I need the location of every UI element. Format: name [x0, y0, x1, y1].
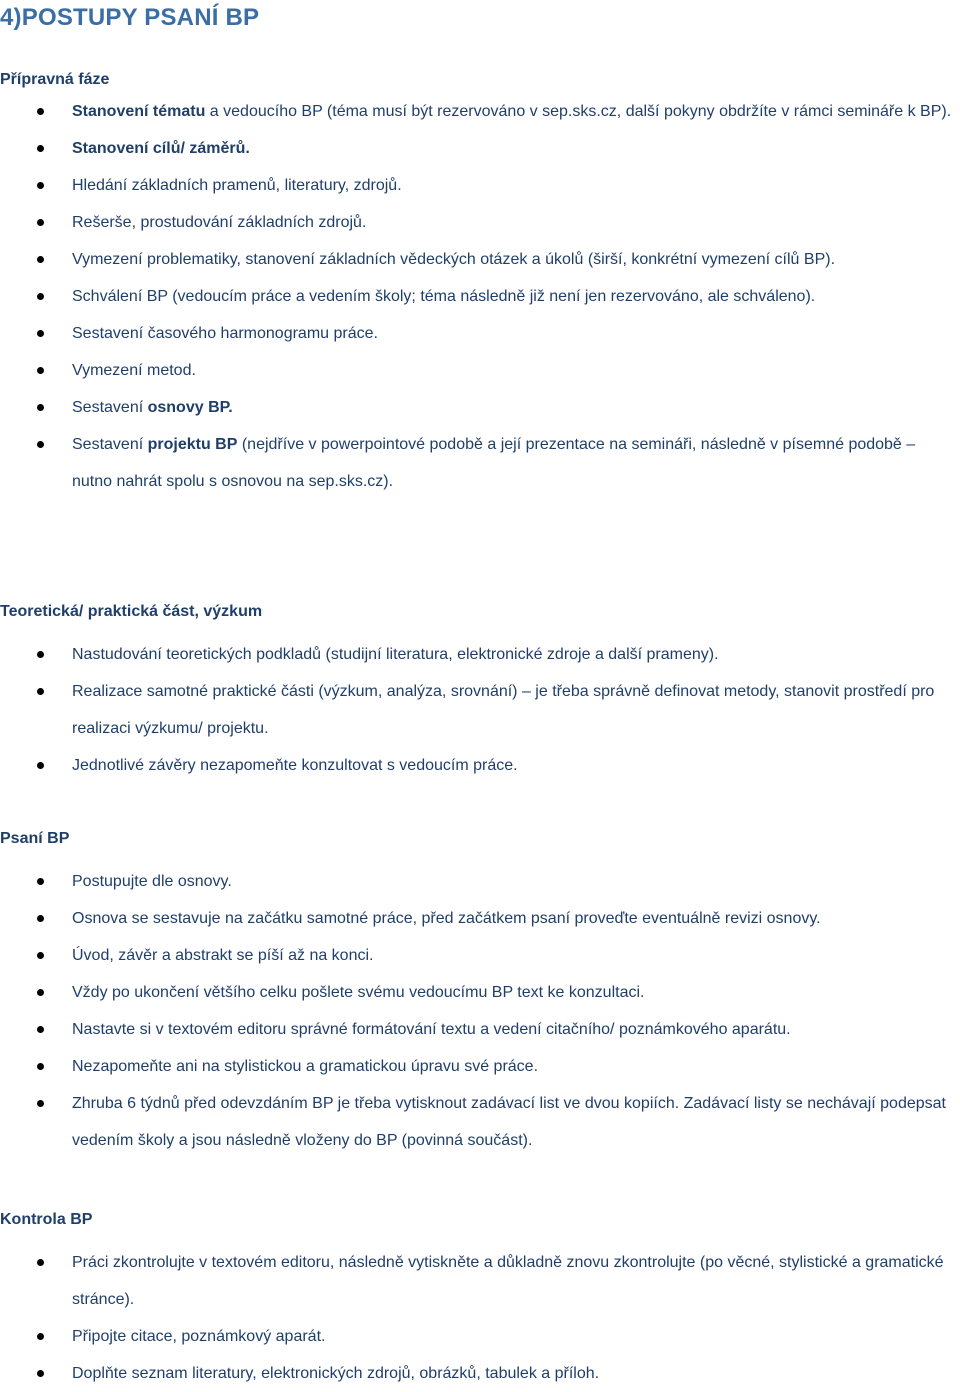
- bullet-icon: [37, 1063, 44, 1070]
- bullet-list: [0, 1244, 960, 1392]
- bullet-icon: [37, 108, 44, 115]
- bullet-icon: [37, 1370, 44, 1377]
- bullet-icon: [37, 989, 44, 996]
- bullet-icon: [37, 256, 44, 263]
- bullet-icon: [37, 293, 44, 300]
- bullet-icon: [37, 441, 44, 448]
- bullet-icon: [37, 145, 44, 152]
- list-item: Vždy po ukončení většího celku pošlete svému vedoucímu BP text ke konzultaci.: [0, 974, 960, 1011]
- bullet-icon: [37, 182, 44, 189]
- bullet-icon: [37, 651, 44, 658]
- list-item: Osnova se sestavuje na začátku samotné práce, před začátkem psaní proveďte eventuálně revizi osnovy.: [0, 900, 960, 937]
- section-priprava: [0, 69, 960, 500]
- bullet-icon: [37, 367, 44, 374]
- bullet-list: [0, 863, 960, 1159]
- section-kontrola: [0, 1209, 960, 1392]
- list-item: Zhruba 6 týdnů před odevzdáním BP je třeba vytisknout zadávací list ve dvou kopiích. Zadávací listy se nechávají podepsat vedením školy a jsou následně vloženy do BP (povinná součást).: [0, 1085, 960, 1159]
- list-item: Sestavení osnovy BP.: [0, 389, 960, 426]
- list-item: Úvod, závěr a abstrakt se píší až na konci.: [0, 937, 960, 974]
- section-psani: [0, 828, 960, 1159]
- bullet-icon: [37, 330, 44, 337]
- list-item: Doplňte seznam literatury, elektronických zdrojů, obrázků, tabulek a příloh.: [0, 1355, 960, 1392]
- bullet-icon: [37, 1026, 44, 1033]
- section-heading: Kontrola BP: [0, 1211, 93, 1228]
- list-item: Rešerše, prostudování základních zdrojů.: [0, 204, 960, 241]
- list-item: Práci zkontrolujte v textovém editoru, následně vytiskněte a důkladně znovu zkontrolujte (po věcné, stylistické a gramatické stránce).: [0, 1244, 960, 1318]
- section-heading: Přípravná fáze: [0, 71, 110, 88]
- bullet-icon: [37, 219, 44, 226]
- bullet-icon: [37, 1100, 44, 1107]
- list-item: Stanovení tématu a vedoucího BP (téma musí být rezervováno v sep.sks.cz, další pokyny obdržíte v rámci semináře k BP).: [0, 93, 960, 130]
- bullet-icon: [37, 404, 44, 411]
- list-item: Nastudování teoretických podkladů (studijní literatura, elektronické zdroje a další prameny).: [0, 636, 960, 673]
- list-item: Připojte citace, poznámkový aparát.: [0, 1318, 960, 1355]
- bullet-icon: [37, 762, 44, 769]
- list-item: Vymezení problematiky, stanovení základních vědeckých otázek a úkolů (širší, konkrétní vymezení cílů BP).: [0, 241, 960, 278]
- bullet-icon: [37, 1333, 44, 1340]
- list-item: Hledání základních pramenů, literatury, zdrojů.: [0, 167, 960, 204]
- list-item: Nastavte si v textovém editoru správné formátování textu a vedení citačního/ poznámkového aparátu.: [0, 1011, 960, 1048]
- bullet-list: [0, 93, 960, 500]
- bullet-icon: [37, 688, 44, 695]
- bullet-icon: [37, 952, 44, 959]
- section-heading: Psaní BP: [0, 830, 70, 847]
- list-item: Realizace samotné praktické části (výzkum, analýza, srovnání) – je třeba správně definovat metody, stanovit prostředí pro realizaci výzkumu/ projektu.: [0, 673, 960, 747]
- list-item: Schválení BP (vedoucím práce a vedením školy; téma následně již není jen rezervováno, ale schváleno).: [0, 278, 960, 315]
- section-teorie: [0, 601, 960, 784]
- bullet-icon: [37, 915, 44, 922]
- list-item: Sestavení časového harmonogramu práce.: [0, 315, 960, 352]
- bullet-list: [0, 636, 960, 784]
- bullet-icon: [37, 878, 44, 885]
- list-item: Nezapomeňte ani na stylistickou a gramatickou úpravu své práce.: [0, 1048, 960, 1085]
- list-item: Sestavení projektu BP (nejdříve v powerpointové podobě a její prezentace na semináři, následně v písemné podobě – nutno nahrát spolu s osnovou na sep.sks.cz).: [0, 426, 960, 500]
- list-item: Jednotlivé závěry nezapomeňte konzultovat s vedoucím práce.: [0, 747, 960, 784]
- document-title: 4)POSTUPY PSANÍ BP: [0, 4, 260, 31]
- section-heading: Teoretická/ praktická část, výzkum: [0, 603, 263, 620]
- list-item: Postupujte dle osnovy.: [0, 863, 960, 900]
- bullet-icon: [37, 1259, 44, 1266]
- list-item: Stanovení cílů/ záměrů.: [0, 130, 960, 167]
- list-item: Vymezení metod.: [0, 352, 960, 389]
